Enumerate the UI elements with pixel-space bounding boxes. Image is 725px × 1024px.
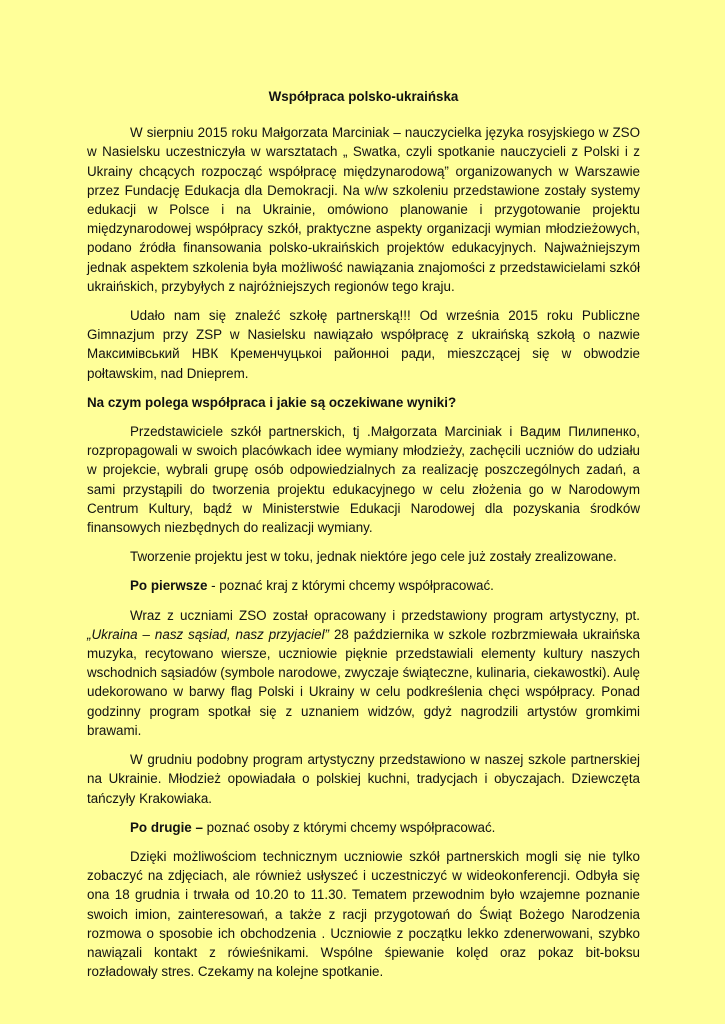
paragraph-december-program: W grudniu podobny program artystyczny przedstawiono w naszej szkole partnerskiej na Ukrainie. Młodzież opowiadała o polskiej kuchni, tradycjach i obyczajach. Dziewczęta tańczyły Krakowiaka. xyxy=(87,752,640,806)
first-goal-text: - poznać kraj z którymi chcemy współpracować. xyxy=(207,578,494,594)
subheading-second-goal xyxy=(87,818,640,837)
paragraph-project-progress: Tworzenie projektu jest w toku, jednak niektóre jego cele już zostały zrealizowane. xyxy=(130,549,617,565)
second-goal-label: Po drugie – xyxy=(130,819,203,835)
paragraph-workshop: W sierpniu 2015 roku Małgorzata Marciniak – nauczycielka języka rosyjskiego w ZSO w Nasielsku uczestniczyła w warsztatach „ Swatka, czyli spotkanie nauczycieli z Polski i z Ukrainy chcących rozpocząć współpracę międzynarodową” organizowanych w Warszawie przez Fundację Edukacja dla Demokracji. Na w/w szkoleniu przedstawione zostały systemy edukacji w Polsce i na Ukrainie, omówiono planowanie i przygotowanie projektu międzynarodowej współpracy szkół, praktyczne aspekty organizacji wymian młodzieżowych, podano źródła finansowania polsko-ukraińskich projektów edukacyjnych. Najważniejszym jednak aspektem szkolenia była możliwość nawiązania znajomości z przedstawicielami szkół ukraińskich, przybyłych z najróżniejszych regionów tego kraju. xyxy=(87,125,640,294)
art-program-text-a: Wraz z uczniami ZSO został opracowany i przedstawiony program artystyczny, pt. xyxy=(130,607,640,623)
first-goal-label: Po pierwsze xyxy=(130,578,208,594)
paragraph-representatives: Przedstawiciele szkół partnerskich, tj .Małgorzata Marciniak i Вадим Пилипенко, rozpropagowali w swoich placówkach idee wymiany młodzieży, zachęcili uczniów do udziału w projekcie, wybrali grupę osób odpowiedzialnych za realizację poszczególnych zadań, a sami przystąpili do tworzenia projektu edukacyjnego w celu złożenia go w Narodowym Centrum Kultury, bądź w Ministerstwie Edukacji Narodowej dla pozyskania środków finansowych niezbędnych do realizacji wymiany. xyxy=(87,424,640,536)
second-goal-text: poznać osoby z którymi chcemy współpracować. xyxy=(202,819,496,835)
paragraph-art-program xyxy=(87,606,640,740)
subheading-first-goal xyxy=(87,576,640,595)
document-title: Współpraca polsko-ukraińska xyxy=(268,89,459,104)
paragraph-videoconference: Dzięki możliwościom technicznym uczniowie szkół partnerskich mogli się nie tylko zobaczyć na zdjęciach, ale również usłyszeć i uczestniczyć w wideokonferencji. Odbyła się ona 18 grudnia i trwała od 10.20 to 11.30. Tematem przewodnim było wzajemne poznanie swoich imion, zainteresowań, a także z racji przygotowań do Świąt Bożego Narodzenia rozmowa o sposobie ich obchodzenia . Uczniowie z początku lekko zdenerwowani, szybko nawiązali kontakt z rówieśnikami. Wspólne śpiewanie kolęd oraz pokaz bit-boksu rozładowały stres. Czekamy na kolejne spotkanie. xyxy=(87,848,640,980)
art-program-text-b: 28 października w szkole rozbrzmiewała ukraińska muzyka, recytowano wiersze, uczniowie pięknie przedstawiali elementy kultury naszych wschodnich sąsiadów (symbole narodowe, zwyczaje świąteczne, kulinaria, ciekawostki). Aulę udekorowano w barwy flag Polski i Ukrainy w celu podkreślenia chęci współpracy. Ponad godzinny program spotkał się z uznaniem widzów, gdyż nagrodzili artystów gromkimi brawami. xyxy=(87,626,641,738)
art-program-title: „Ukraina – nasz sąsiad, nasz przyjaciel” xyxy=(87,626,330,642)
section-heading-cooperation: Na czym polega współpraca i jakie są oczekiwane wyniki? xyxy=(87,394,457,410)
paragraph-partner-school: Udało nam się znaleźć szkołę partnerską!!! Od września 2015 roku Publiczne Gimnazjum przy ZSP w Nasielsku nawiązało współpracę z ukraińską szkołą o nazwie Максимівський НВК Кременчуцькоі районноі ради, mieszczącej się w obwodzie połtawskim, nad Dnieprem. xyxy=(87,308,640,381)
